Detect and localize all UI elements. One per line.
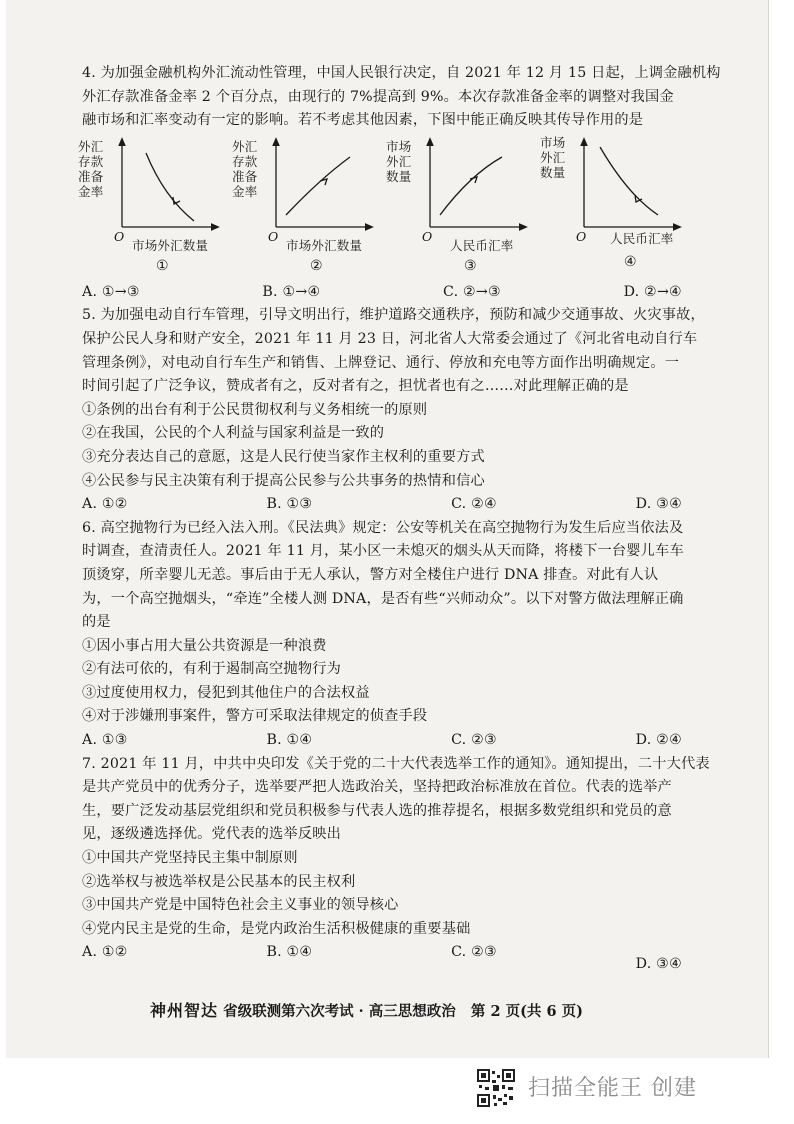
chart-3-origin: O [422,228,433,244]
chart-2-ylabel-2: 存款 [232,153,258,169]
q6-option-b[interactable]: B. ①④ [266,732,313,749]
q6-options [82,729,682,753]
q5-stem-line-2: 保护公民人身和财产安全，2021 年 11 月 23 日，河北省人大常委会通过了《河北省电动自行车 [82,330,698,347]
footer-exam-title: 省级联测第六次考试 · 高三思想政治 [223,1003,456,1020]
chart-4-curve [600,147,658,215]
scanner-watermark: 扫描全能王 创建 [528,1076,697,1101]
footer-brand: 神州智达 [150,1001,219,1020]
q6-option-d[interactable]: D. ②④ [635,732,682,749]
q7-stem-line-4: 见，逐级遴选择优。党代表的选举反映出 [82,826,341,843]
chart-2-ylabel-3: 准备 [232,168,258,184]
chart-2-ylabel-4: 金率 [232,183,258,199]
q4-chart-2 [232,135,374,277]
q6-item-3: ③过度使用权力，侵犯到其他住户的合法权益 [82,684,370,701]
q4-option-b[interactable]: B. ①→④ [262,283,321,300]
q4-stem-line-1: 4. 为加强金融机构外汇流动性管理，中国人民银行决定，自 2021 年 12 月 15 日起，上调金融机构 [82,65,721,81]
chart-2-curve [286,157,350,215]
q7-stem-line-1: 7. 2021 年 11 月，中共中央印发《关于党的二十大代表选举工作的通知》。通知提出，二十大代表 [82,755,710,772]
chart-4-ylabel-1: 市场 [540,134,566,150]
q5-stem-line-1: 5. 为加强电动自行车管理，引导文明出行，维护道路交通秩序，预防和减少交通事故、火灾事故， [82,307,705,324]
q6-item-4: ④对于涉嫌刑事案件，警方可采取法律规定的侦查手段 [82,708,428,725]
q6-stem-line-1: 6. 高空抛物行为已经入法入刑。《民法典》规定：公安等机关在高空抛物行为发生后应当依法及 [82,519,684,536]
q4-charts [78,134,682,277]
chart-1-origin: O [114,228,125,244]
exam-content [78,62,721,973]
q7-stem-line-2: 是共产党员中的优秀分子，选举要严把人选政治关，坚持把政治标准放在首位。代表的选举产 [82,779,672,796]
q6-stem-line-2: 时调查，查清责任人。2021 年 11 月，某小区一未熄灭的烟头从天而降，将楼下一台婴儿车车 [82,543,684,560]
q6-option-a[interactable]: A. ①③ [82,732,128,749]
q4-options [82,281,682,305]
q4-stem-line-3: 融市场和汇率变动有一定的影响。若不考虑其他因素，下图中能正确反映其传导作用的是 [82,112,644,129]
chart-3-ylabel-2: 外汇 [386,153,412,169]
q6-stem-line-3: 顶烫穿，所幸婴儿无恙。事后由于无人承认，警方对全楼住户进行 DNA 排查。对此有人认 [82,566,659,583]
chart-2-origin: O [268,228,279,244]
chart-3-axes [390,135,528,277]
q4-stem-line-2: 外汇存款准备金率 2 个百分点，由现行的 7%提高到 9%。本次存款准备金率的调整对我国金 [82,88,674,105]
chart-2-number: ② [310,257,323,274]
chart-4-ylabel-2: 外汇 [540,149,566,165]
chart-4-ylabel-3: 数量 [540,164,566,180]
chart-3-ylabel-3: 数量 [386,168,412,184]
q6-item-1: ①因小事占用大量公共资源是一种浪费 [82,637,327,654]
q4-chart-4 [540,134,682,277]
chart-4-number: ④ [624,253,637,270]
q7-item-3: ③中国共产党是中国特色社会主义事业的领导核心 [82,897,399,914]
chart-1-number: ① [156,257,169,274]
q5-stem-line-4: 时间引起了广泛争议，赞成者有之，反对者有之，担忧者也有之……对此理解正确的是 [82,378,629,395]
q5-options [82,493,682,517]
q5-stem-line-3: 管理条例》，对电动自行车生产和销售、上牌登记、通行、停放和充电等方面作出明确规定。一 [82,354,680,371]
q7-item-1: ①中国共产党坚持民主集中制原则 [82,850,298,867]
chart-3-number: ③ [464,257,477,274]
chart-4-origin: O [576,228,587,244]
chart-4-xlabel: 人民币汇率 [610,230,674,246]
q7-stem-line-3: 生，要广泛发动基层党组织和党员积极参与代表人选的推荐提名，根据多数党组织和党员的意 [82,802,672,819]
chart-1-ylabel-2: 存款 [78,153,104,169]
q5-item-1: ①条例的出台有利于公民贯彻权利与义务相统一的原则 [82,401,428,418]
q7-option-a[interactable]: A. ①② [82,944,128,961]
q7-option-d[interactable]: D. ③④ [635,956,682,973]
q5-item-4: ④公民参与民主决策有利于提高公民参与公共事务的热情和信心 [82,472,485,489]
chart-3-xlabel: 人民币汇率 [450,237,514,253]
q4-option-d[interactable]: D. ②→④ [623,283,682,300]
q7-option-b[interactable]: B. ①④ [266,944,313,961]
q5-option-c[interactable]: C. ②④ [451,496,497,513]
q5-option-b[interactable]: B. ①③ [266,496,313,513]
q7-options [82,941,682,973]
q6-stem-line-5: 的是 [82,614,111,631]
question-6 [82,517,702,753]
chart-1-ylabel-3: 准备 [78,168,104,184]
q5-item-3: ③充分表达自己的意愿，这是人民行使当家作主权利的重要方式 [82,448,485,465]
q4-option-c[interactable]: C. ②→③ [443,283,501,300]
chart-1-xlabel: 市场外汇数量 [132,237,209,253]
question-5 [82,304,705,516]
chart-1-curve [146,153,194,221]
chart-1-ylabel-1: 外汇 [78,138,104,154]
qr-code-icon [476,1068,516,1108]
chart-3-curve [440,157,502,215]
q4-chart-3 [386,135,528,277]
q6-stem-line-4: 为，一个高空抛烟头，“牵连”全楼人测 DNA，是否有些“兴师动众”。以下对警方做法理解正确 [82,590,684,607]
chart-2-ylabel-1: 外汇 [232,138,258,154]
chart-2-axes [236,135,374,277]
page-footer [150,998,650,1021]
q4-chart-1 [78,135,220,277]
chart-2-xlabel: 市场外汇数量 [286,237,363,253]
question-7 [82,753,710,973]
q6-item-2: ②有法可依的，有利于遏制高空抛物行为 [82,661,341,678]
q4-option-a[interactable]: A. ①→③ [82,283,140,300]
chart-1-ylabel-4: 金率 [78,183,104,199]
chart-3-ylabel-1: 市场 [386,138,412,154]
q7-item-2: ②选举权与被选举权是公民基本的民主权利 [82,873,356,890]
question-4 [78,62,721,304]
q5-item-2: ②在我国，公民的个人利益与国家利益是一致的 [82,425,385,442]
chart-1-axes [82,135,220,277]
q7-option-c[interactable]: C. ②③ [451,944,497,961]
q7-item-4: ④党内民主是党的生命，是党内政治生活积极健康的重要基础 [82,920,471,937]
q6-option-c[interactable]: C. ②③ [451,732,497,749]
q5-option-d[interactable]: D. ③④ [635,496,682,513]
q5-option-a[interactable]: A. ①② [82,496,128,513]
chart-4-axes [544,135,682,277]
footer-page-number: 第 2 页(共 6 页) [470,1003,583,1020]
